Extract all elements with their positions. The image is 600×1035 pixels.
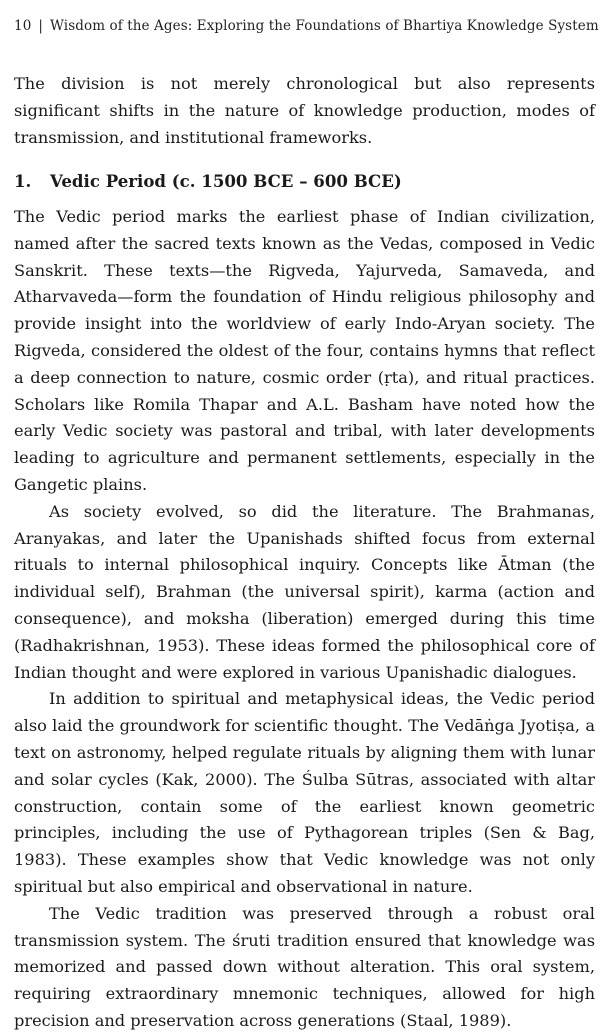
body-paragraph: As society evolved, so did the literature. The Brahmanas, Aranyakas, and later the Upanishads shifted focus from external rituals to internal philosophical inquiry. Concepts like Ātman (the individual self), Brahman (the universal spirit), karma (action and consequence), and moksha (liberation) emerged during this time (Radhakrishnan, 1953). These ideas formed the philosophical core of Indian thought and were explored in various Upanishadic dialogues.	[14, 501, 595, 682]
header-separator: |	[38, 18, 44, 34]
page-number: 10	[14, 18, 32, 34]
intro-paragraph: The division is not merely chronological but also represents significant shifts in the nature of knowledge production, modes of transmission, and institutional frameworks.	[14, 74, 595, 147]
book-title: Wisdom of the Ages: Exploring the Foundations of Bhartiya Knowledge System	[50, 18, 599, 34]
section-body	[14, 204, 595, 1035]
body-paragraph: The Vedic period marks the earliest phase of Indian civilization, named after the sacred texts known as the Vedas, composed in Vedic Sanskrit. These texts—the Rigveda, Yajurveda, Samaveda, and Atharvaveda—form the foundation of Hindu religious philosophy and provide insight into the worldview of early Indo-Aryan society. The Rigveda, considered the oldest of the four, contains hymns that reflect a deep connection to nature, cosmic order (ṛta), and ritual practices. Scholars like Romila Thapar and A.L. Basham have noted how the early Vedic society was pastoral and tribal, with later developments leading to agriculture and permanent settlements, especially in the Gangetic plains.	[14, 207, 595, 494]
running-header	[14, 18, 599, 34]
section-heading	[14, 171, 402, 191]
section-title: Vedic Period (c. 1500 BCE – 600 BCE)	[50, 171, 402, 191]
body-paragraph: In addition to spiritual and metaphysical ideas, the Vedic period also laid the groundwork for scientific thought. The Vedāṅga Jyotiṣa, a text on astronomy, helped regulate rituals by aligning them with lunar and solar cycles (Kak, 2000). The Śulba Sūtras, associated with altar construction, contain some of the earliest known geometric principles, including the use of Pythagorean triples (Sen & Bag, 1983). These examples show that Vedic knowledge was not only spiritual but also empirical and observational in nature.	[14, 689, 595, 896]
body-paragraph: The Vedic tradition was preserved through a robust oral transmission system. The śruti tradition ensured that knowledge was memorized and passed down without alteration. This oral system, requiring extraordinary mnemonic techniques, allowed for high precision and preservation across generations (Staal, 1989).	[14, 903, 595, 1030]
intro-text-block	[14, 71, 595, 151]
section-number: 1.	[14, 171, 32, 191]
